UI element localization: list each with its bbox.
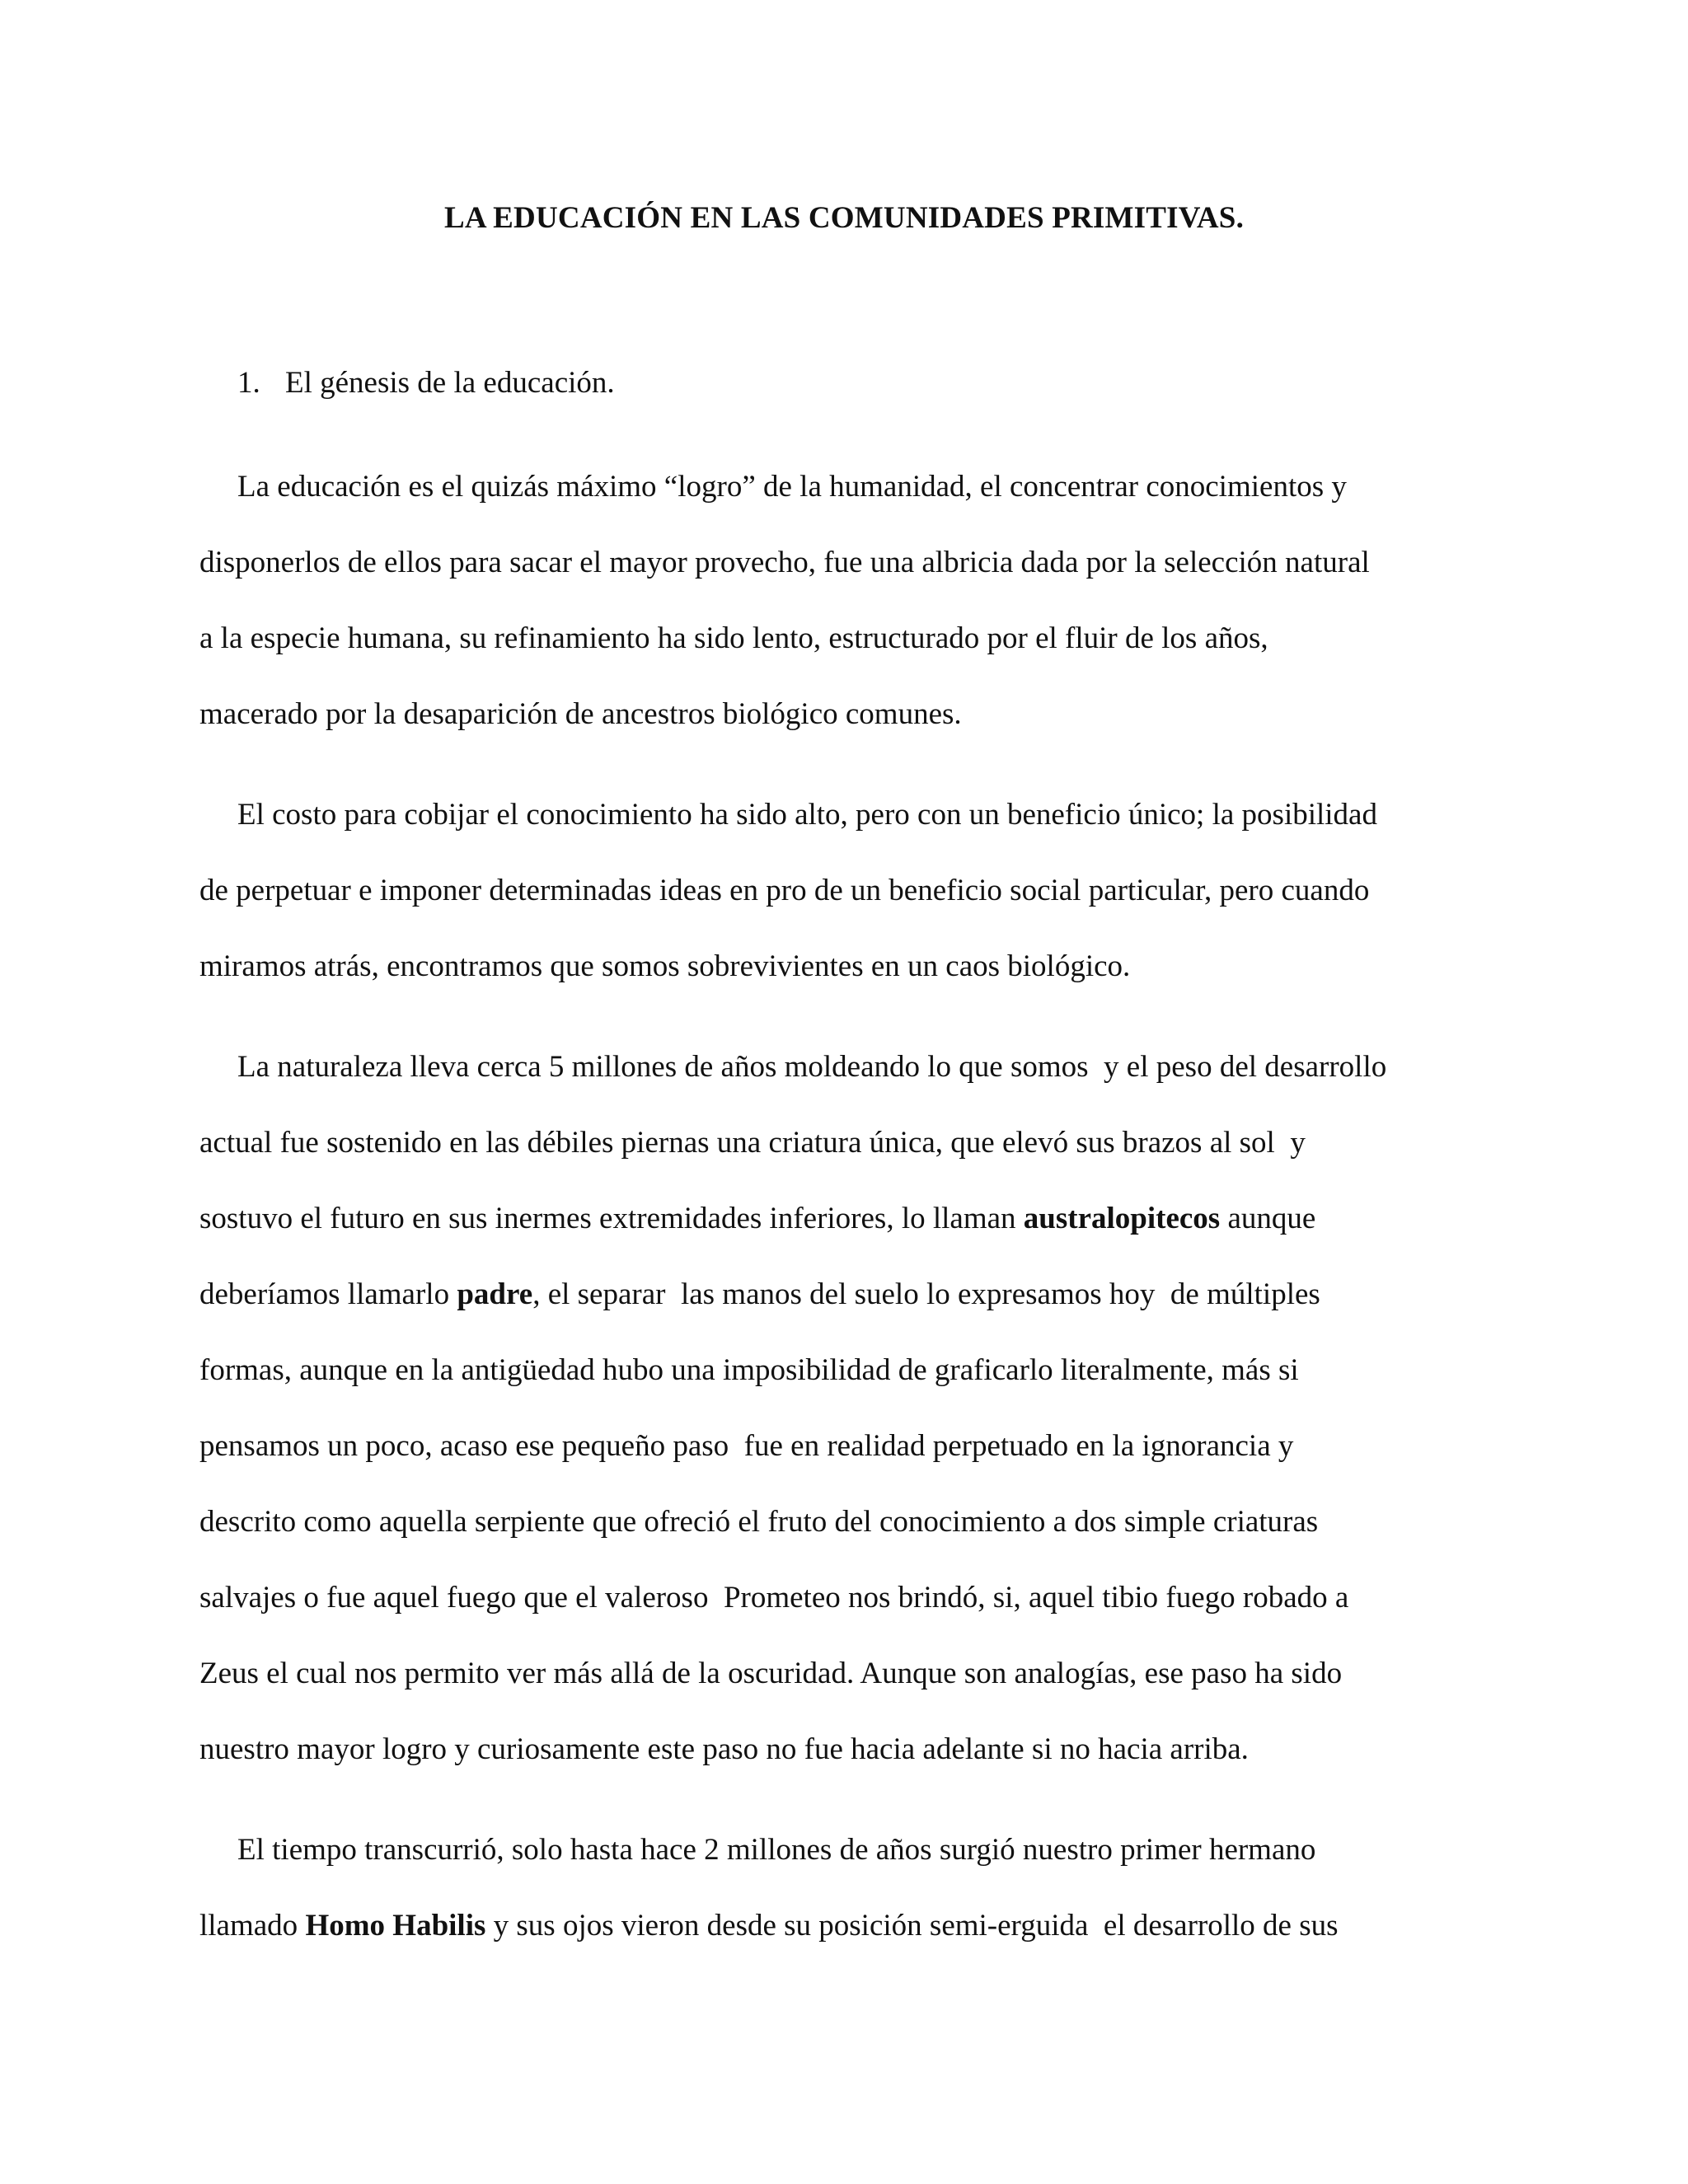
paragraph-line: disponerlos de ellos para sacar el mayor provecho, fue una albricia dada por la selección natural bbox=[199, 546, 1370, 579]
paragraph-line: a la especie humana, su refinamiento ha sido lento, estructurado por el fluir de los años, bbox=[199, 621, 1268, 655]
paragraph-line: macerado por la desaparición de ancestros biológico comunes. bbox=[199, 697, 962, 731]
paragraph-line: actual fue sostenido en las débiles piernas una criatura única, que elevó sus brazos al sol y bbox=[199, 1126, 1306, 1160]
paragraph-line: La educación es el quizás máximo “logro” de la humanidad, el concentrar conocimientos y bbox=[237, 470, 1347, 504]
section-number: 1. bbox=[237, 366, 260, 400]
text-run: sostuvo el futuro en sus inermes extremidades inferiores, lo llaman bbox=[199, 1202, 1024, 1235]
paragraph-2 bbox=[199, 777, 1493, 1005]
paragraph-line bbox=[199, 1181, 1493, 1257]
paragraph-line: pensamos un poco, acaso ese pequeño paso fue en realidad perpetuado en la ignorancia y bbox=[199, 1429, 1294, 1463]
document-title: LA EDUCACIÓN EN LAS COMUNIDADES PRIMITIVAS. bbox=[443, 201, 1245, 235]
text-run: llamado bbox=[199, 1909, 306, 1943]
paragraph-line: descrito como aquella serpiente que ofreció el fruto del conocimiento a dos simple criaturas bbox=[199, 1505, 1319, 1539]
text-run: aunque bbox=[1220, 1202, 1316, 1235]
paragraph-line: formas, aunque en la antigüedad hubo una imposibilidad de graficarlo literalmente, más si bbox=[199, 1353, 1299, 1387]
paragraph-line: Zeus el cual nos permito ver más allá de la oscuridad. Aunque son analogías, ese paso ha sido bbox=[199, 1657, 1343, 1690]
paragraph-line: La naturaleza lleva cerca 5 millones de años moldeando lo que somos y el peso del desarrollo bbox=[237, 1050, 1387, 1084]
paragraph-1 bbox=[199, 449, 1493, 752]
paragraph-line: nuestro mayor logro y curiosamente este paso no fue hacia adelante si no hacia arriba. bbox=[199, 1732, 1249, 1766]
paragraph-line: El tiempo transcurrió, solo hasta hace 2 millones de años surgió nuestro primer hermano bbox=[237, 1833, 1316, 1867]
paragraph-line bbox=[199, 1257, 1493, 1333]
section-heading bbox=[237, 363, 615, 404]
bold-term-australopitecos: australopitecos bbox=[1023, 1202, 1221, 1235]
bold-term-homo-habilis: Homo Habilis bbox=[305, 1909, 486, 1943]
text-run: deberíamos llamarlo bbox=[199, 1277, 457, 1311]
paragraph-line bbox=[199, 1888, 1493, 1964]
paragraph-line: miramos atrás, encontramos que somos sobrevivientes en un caos biológico. bbox=[199, 949, 1131, 983]
bold-term-padre: padre bbox=[457, 1277, 533, 1311]
document-body bbox=[199, 449, 1493, 1989]
paragraph-4 bbox=[199, 1812, 1493, 1964]
paragraph-line: de perpetuar e imponer determinadas ideas en pro de un beneficio social particular, pero cuando bbox=[199, 874, 1370, 907]
text-run: , el separar las manos del suelo lo expresamos hoy de múltiples bbox=[532, 1277, 1320, 1311]
text-run: y sus ojos vieron desde su posición semi-erguida el desarrollo de sus bbox=[485, 1909, 1339, 1943]
section-title: El génesis de la educación. bbox=[285, 366, 615, 400]
paragraph-3 bbox=[199, 1029, 1493, 1788]
paragraph-line: El costo para cobijar el conocimiento ha sido alto, pero con un beneficio único; la posibilidad bbox=[237, 798, 1377, 832]
paragraph-line: salvajes o fue aquel fuego que el valeroso Prometeo nos brindó, si, aquel tibio fuego robado a bbox=[199, 1581, 1349, 1615]
